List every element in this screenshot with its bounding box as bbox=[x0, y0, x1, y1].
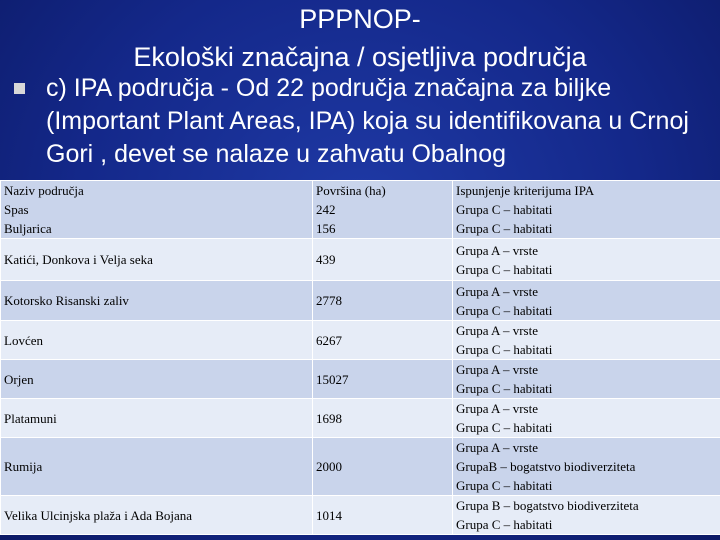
criteria-text: Grupa A – vrste bbox=[456, 283, 538, 299]
name-cell bbox=[1, 496, 313, 535]
area-text: 2778 bbox=[316, 293, 342, 308]
square-bullet-icon bbox=[14, 83, 25, 94]
area-cell bbox=[313, 438, 453, 496]
name-cell bbox=[1, 321, 313, 360]
name-text: Rumija bbox=[4, 459, 43, 474]
name-text: Platamuni bbox=[4, 410, 57, 426]
table-row bbox=[1, 438, 720, 496]
area-text: 242 bbox=[316, 202, 336, 217]
criteria-text: GrupaB – bogatstvo biodiverziteta bbox=[456, 459, 636, 474]
table-row bbox=[1, 281, 720, 321]
area-cell bbox=[313, 239, 453, 281]
table-row bbox=[1, 181, 720, 239]
name-cell bbox=[1, 281, 313, 321]
criteria-text: Grupa A – vrste bbox=[456, 401, 538, 416]
name-cell bbox=[1, 438, 313, 496]
table-row bbox=[1, 239, 720, 281]
area-cell bbox=[313, 496, 453, 535]
name-text: Buljarica bbox=[4, 221, 52, 236]
area-cell bbox=[313, 281, 453, 321]
criteria-text: Grupa C – habitati bbox=[456, 381, 553, 396]
name-text: Orjen bbox=[4, 371, 34, 387]
name-text: Velika Ulcinjska plaža i Ada Bojana bbox=[4, 507, 193, 523]
area-cell bbox=[313, 181, 453, 239]
area-text: 2000 bbox=[316, 459, 342, 474]
criteria-text: Grupa C – habitati bbox=[456, 420, 553, 435]
criteria-text: Grupa C – habitati bbox=[456, 517, 553, 532]
criteria-text: Grupa B – bogatstvo biodiverziteta bbox=[456, 498, 639, 513]
table-row bbox=[1, 496, 720, 535]
criteria-text: Grupa C – habitati bbox=[456, 221, 553, 236]
name-cell bbox=[1, 399, 313, 438]
area-cell bbox=[313, 360, 453, 399]
criteria-text: Grupa A – vrste bbox=[456, 242, 538, 258]
name-text: Spas bbox=[4, 202, 29, 217]
name-cell bbox=[1, 239, 313, 281]
criteria-cell bbox=[453, 181, 720, 239]
criteria-cell bbox=[453, 239, 720, 281]
bullet-text: c) IPA područja - Od 22 područja značajna za biljke (Important Plant Areas, IPA) koja su identifikovana u Crnoj Gori , devet se nalaze u zahvatu Obalnog bbox=[46, 74, 689, 168]
criteria-cell bbox=[453, 321, 720, 360]
area-text: 1014 bbox=[316, 507, 342, 523]
criteria-text: Grupa A – vrste bbox=[456, 440, 538, 455]
area-cell bbox=[313, 399, 453, 438]
name-cell bbox=[1, 360, 313, 399]
table-row bbox=[1, 399, 720, 438]
table-row bbox=[1, 321, 720, 360]
criteria-text: Grupa C – habitati bbox=[456, 202, 553, 217]
criteria-text: Grupa C – habitati bbox=[456, 261, 553, 277]
criteria-cell bbox=[453, 496, 720, 535]
area-text: 15027 bbox=[316, 371, 349, 387]
area-text: 156 bbox=[316, 221, 336, 236]
bullet-point bbox=[14, 72, 714, 171]
criteria-text: Grupa C – habitati bbox=[456, 478, 553, 493]
criteria-text: Ispunjenje kriterijuma IPA bbox=[456, 183, 595, 198]
name-text: Lovćen bbox=[4, 332, 43, 348]
area-text: 1698 bbox=[316, 410, 342, 426]
slide-title-line-1: PPPNOP- bbox=[299, 4, 421, 34]
name-text: Naziv područja bbox=[4, 183, 84, 198]
criteria-cell bbox=[453, 399, 720, 438]
table-row bbox=[1, 360, 720, 399]
name-text: Kotorsko Risanski zaliv bbox=[4, 293, 129, 308]
criteria-text: Grupa C – habitati bbox=[456, 302, 553, 318]
name-text: Katići, Donkova i Velja seka bbox=[4, 252, 153, 267]
area-text: Površina (ha) bbox=[316, 183, 386, 198]
criteria-text: Grupa C – habitati bbox=[456, 342, 553, 357]
criteria-cell bbox=[453, 360, 720, 399]
area-text: 439 bbox=[316, 252, 336, 267]
area-cell bbox=[313, 321, 453, 360]
slide-title bbox=[0, 0, 720, 76]
criteria-text: Grupa A – vrste bbox=[456, 362, 538, 377]
criteria-cell bbox=[453, 281, 720, 321]
slide-title-line-2: Ekološki značajna / osjetljiva područja bbox=[133, 42, 587, 72]
ipa-table bbox=[0, 180, 720, 535]
area-text: 6267 bbox=[316, 332, 342, 348]
name-cell bbox=[1, 181, 313, 239]
criteria-text: Grupa A – vrste bbox=[456, 323, 538, 338]
criteria-cell bbox=[453, 438, 720, 496]
